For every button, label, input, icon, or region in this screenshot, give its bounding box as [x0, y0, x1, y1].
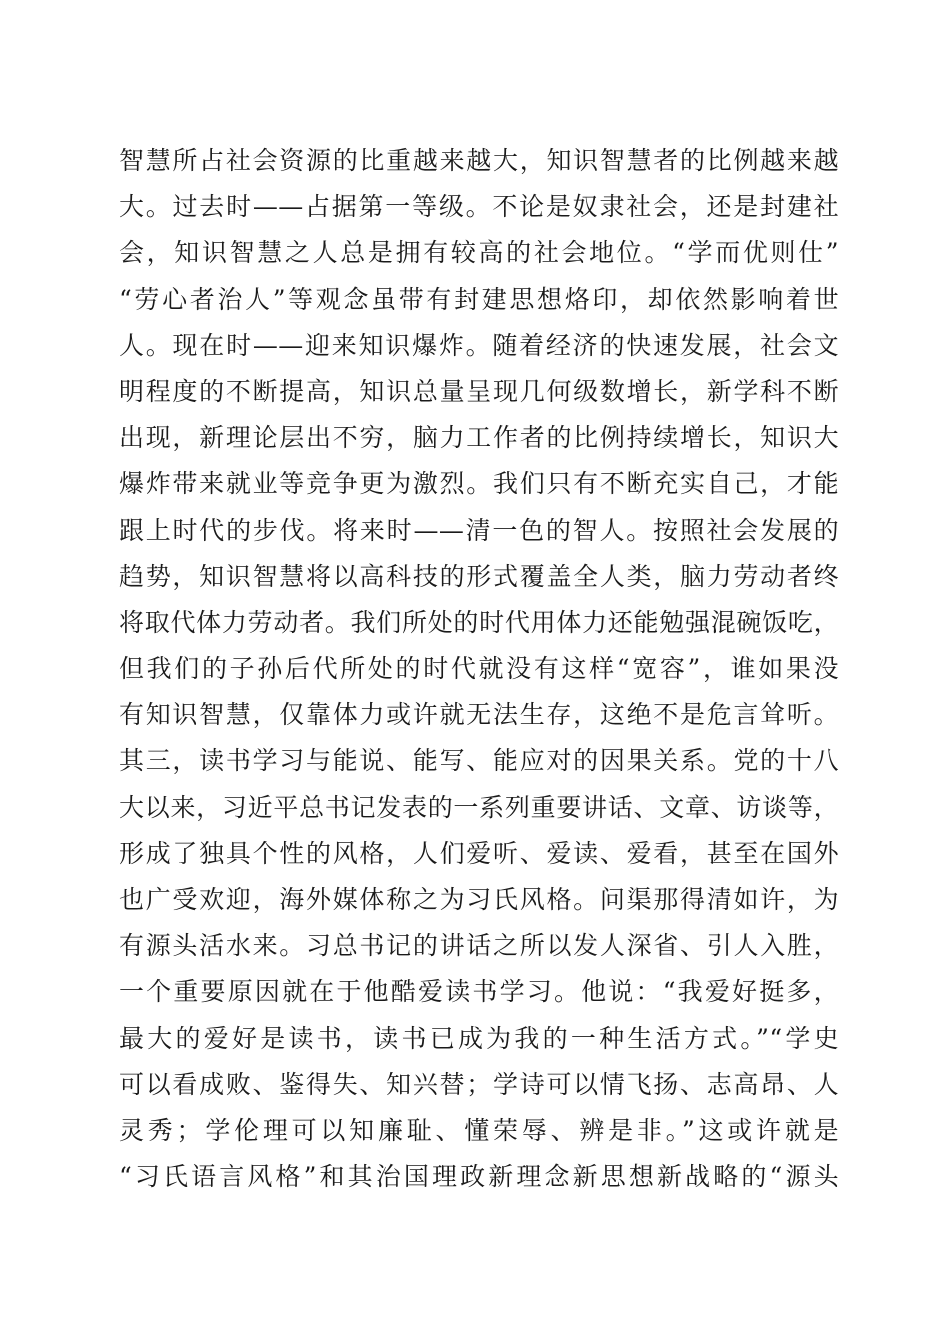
text-line: 大。过去时——占据第一等级。不论是奴隶社会，还是封建社 [119, 192, 839, 222]
text-line: 但我们的子孙后代所处的时代就没有这样“宽容”，谁如果没 [119, 654, 839, 684]
text-line: 其三，读书学习与能说、能写、能应对的因果关系。党的十八 [119, 746, 839, 776]
text-line: 爆炸带来就业等竞争更为激烈。我们只有不断充实自己，才能 [119, 469, 839, 499]
text-line: 灵秀；学伦理可以知廉耻、懂荣辱、辨是非。”这或许就是 [119, 1115, 839, 1145]
text-line: “习氏语言风格”和其治国理政新理念新思想新战略的“源头 [119, 1162, 839, 1192]
text-line: 也广受欢迎，海外媒体称之为习氏风格。问渠那得清如许，为 [119, 885, 839, 914]
body-paragraph [119, 138, 839, 1200]
text-line: 人。现在时——迎来知识爆炸。随着经济的快速发展，社会文 [119, 330, 839, 360]
text-line: 跟上时代的步伐。将来时——清一色的智人。按照社会发展的 [119, 515, 839, 545]
text-line: 可以看成败、鉴得失、知兴替；学诗可以情飞扬、志高昂、人 [119, 1069, 839, 1099]
text-line: 将取代体力劳动者。我们所处的时代用体力还能勉强混碗饭吃， [119, 607, 839, 637]
text-line: 出现，新理论层出不穷，脑力工作者的比例持续增长，知识大 [119, 423, 839, 453]
text-line: 大以来，习近平总书记发表的一系列重要讲话、文章、访谈等， [119, 792, 839, 822]
text-line: 趋势，知识智慧将以高科技的形式覆盖全人类，脑力劳动者终 [119, 561, 839, 591]
text-line: 最大的爱好是读书，读书已成为我的一种生活方式。”“学史 [119, 1023, 839, 1053]
text-line: 会，知识智慧之人总是拥有较高的社会地位。“学而优则仕” [119, 238, 839, 268]
text-line: 形成了独具个性的风格，人们爱听、爱读、爱看，甚至在国外 [119, 838, 839, 868]
text-line: 一个重要原因就在于他酷爱读书学习。他说：“我爱好挺多， [119, 977, 839, 1007]
text-line: 明程度的不断提高，知识总量呈现几何级数增长，新学科不断 [119, 376, 839, 406]
text-line: 有知识智慧，仅靠体力或许就无法生存，这绝不是危言耸听。 [119, 700, 839, 730]
text-line: 有源头活水来。习总书记的讲话之所以发人深省、引人入胜， [119, 931, 839, 961]
text-line: 智慧所占社会资源的比重越来越大，知识智慧者的比例越来越 [119, 146, 839, 175]
text-line: “劳心者治人”等观念虽带有封建思想烙印，却依然影响着世 [119, 284, 839, 314]
